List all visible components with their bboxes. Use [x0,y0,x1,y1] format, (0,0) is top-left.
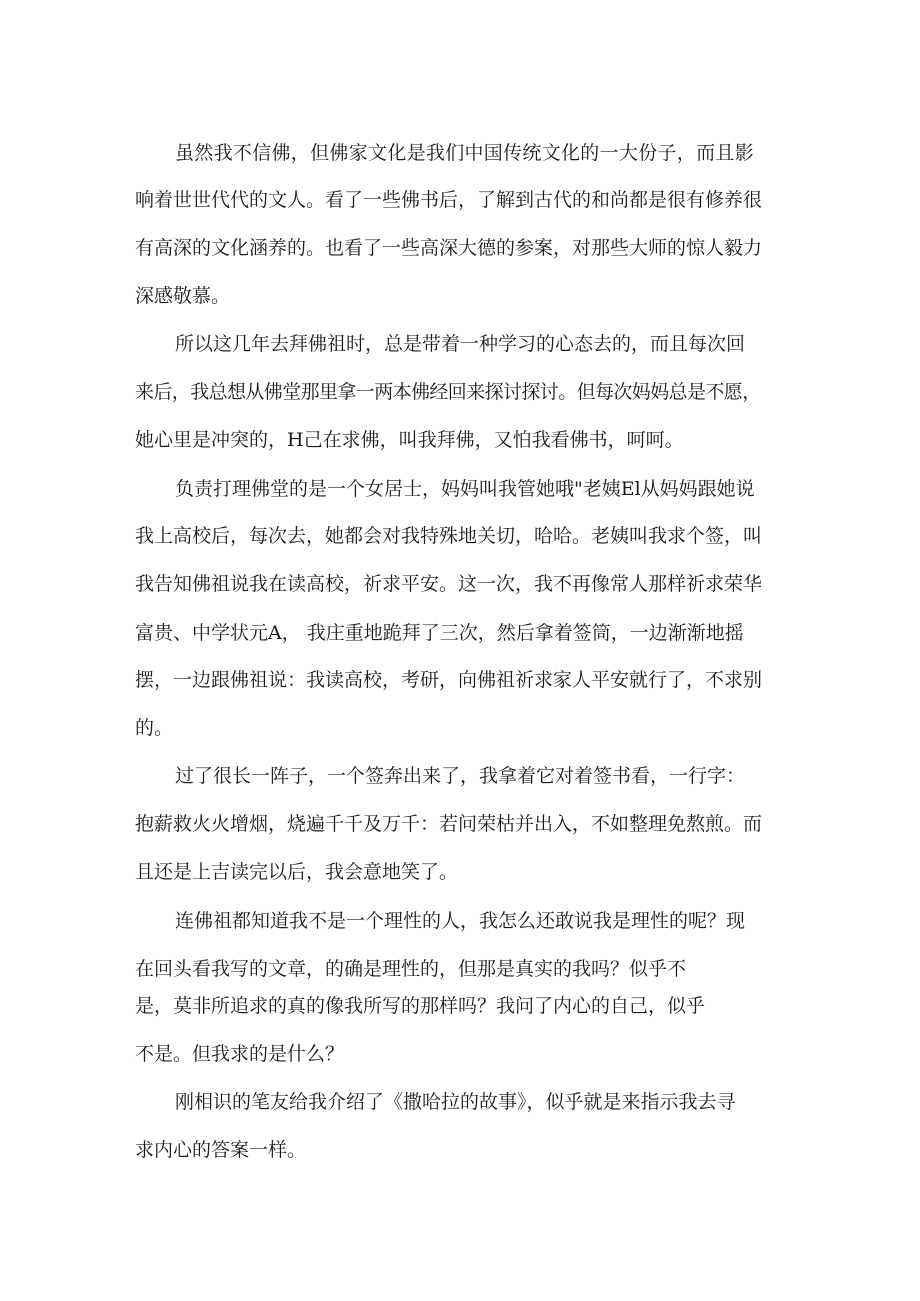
text-line: 抱薪救火火增烟，烧遍千千及万千：若问荣枯并出入，不如整理免熬煎。而 [135,813,763,835]
text-line: 有高深的文化涵养的。也看了一些高深大德的参案，对那些大师的惊人毅力 [135,237,763,259]
text-line: 求内心的答案一样。 [135,1139,307,1161]
text-line: 她心里是冲突的，H己在求佛，叫我拜佛，又怕我看佛书，呵呵。 [135,429,684,451]
text-line: 我上高校后，每次去，她都会对我特殊地关切，哈哈。老姨叫我求个签，叫 [135,525,763,547]
text-line: 所以这几年去拜佛祖时，总是带着一种学习的心态去的，而且每次回 [175,333,746,355]
text-line: 且还是上吉读完以后，我会意地笑了。 [135,861,459,883]
text-line: 富贵、中学状元A， 我庄重地跪拜了三次，然后拿着签筒，一边渐渐地摇 [135,622,744,644]
text-line: 不是。但我求的是什么？ [135,1043,345,1065]
text-line: 负责打理佛堂的是一个女居士，妈妈叫我管她哦"老姨El从妈妈跟她说 [175,478,755,500]
text-line: 深感敬慕。 [135,285,231,307]
text-line: 的。 [135,717,174,739]
text-line: 摆，一边跟佛祖说：我读高校，考研，向佛祖祈求家人平安就行了，不求别 [135,669,763,691]
text-line: 刚相识的笔友给我介绍了《撒哈拉的故事》，似乎就是来指示我去寻 [175,1091,736,1113]
text-line: 在回头看我写的文章，的确是理性的，但那是真实的我吗？似乎不 [135,958,687,980]
text-line: 响着世世代代的文人。看了一些佛书后，了解到古代的和尚都是很有修养很 [135,189,763,211]
text-line: 来后，我总想从佛堂那里拿一两本佛经回来探讨探讨。但每次妈妈总是不愿， [135,381,761,403]
text-line: 我告知佛祖说我在读高校，祈求平安。这一次，我不再像常人那样祈求荣华 [135,573,763,595]
text-line: 过了很长一阵子，一个签奔出来了，我拿着它对着签书看，一行字： [175,765,746,787]
text-line: 连佛祖都知道我不是一个理性的人，我怎么还敢说我是理性的呢？现 [175,910,746,932]
text-line: 是，莫非所追求的真的像我所写的那样吗？我问了内心的自己，似乎 [135,995,706,1017]
text-line: 虽然我不信佛，但佛家文化是我们中国传统文化的一大份子，而且影 [175,142,755,164]
